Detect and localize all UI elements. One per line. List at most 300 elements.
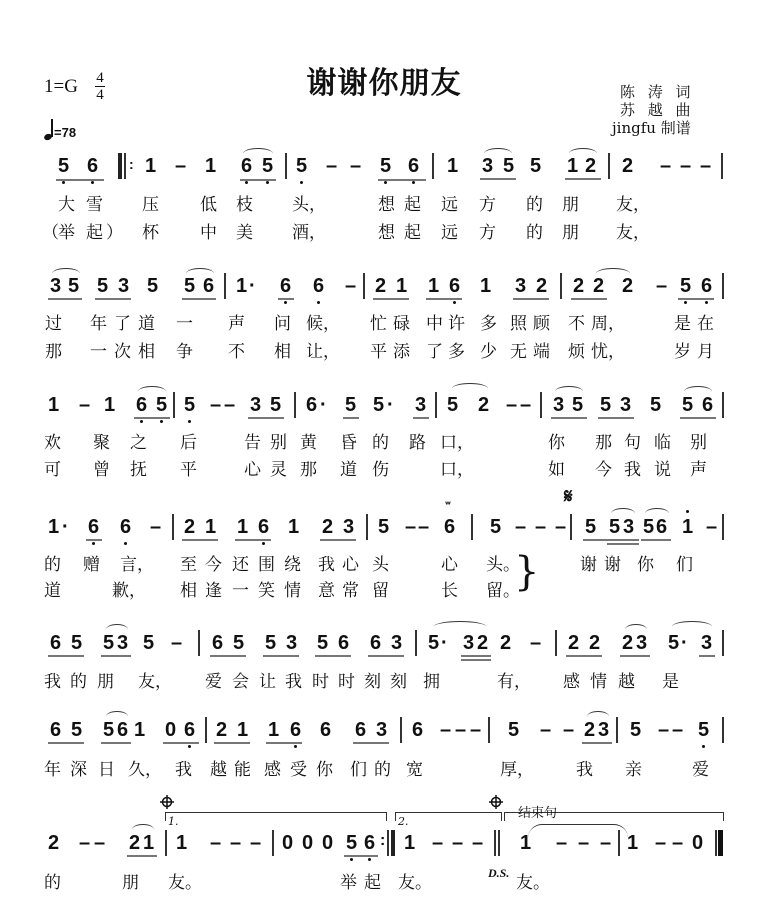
repeat-dots: : (129, 156, 134, 172)
lyric: 友， (616, 195, 650, 215)
lyric: 平 (180, 460, 197, 480)
lyric: 心 (342, 555, 359, 575)
lyric: 拥 (423, 672, 440, 692)
lyric: 酒， (292, 223, 326, 243)
lyric: 月 (697, 342, 714, 362)
barline (560, 273, 562, 299)
dash: – (432, 832, 444, 854)
note: 1 (520, 832, 532, 854)
underline (235, 539, 271, 541)
repeat-start-barline (118, 153, 126, 179)
lyric: 枝 (236, 195, 253, 215)
note: 5 (147, 275, 159, 297)
note: 6 (87, 155, 99, 177)
note: 5 (698, 719, 710, 741)
note: 3 (286, 632, 298, 654)
barline (471, 514, 473, 540)
lyric: 我 (318, 555, 335, 575)
note: 1 (48, 516, 60, 538)
barline (294, 392, 296, 418)
lyric: 今 (595, 460, 612, 480)
note: 5 (184, 275, 196, 297)
dash: – (506, 394, 518, 416)
underline (343, 417, 359, 419)
barline (285, 153, 287, 179)
coda-icon (489, 795, 503, 809)
note: 5 (609, 516, 621, 538)
rest: 0 (692, 832, 704, 854)
note: 1 (288, 516, 300, 538)
note: 2 (322, 516, 334, 538)
lyric: 友。 (516, 873, 550, 893)
lyric: 头。 (486, 555, 520, 575)
note: 5 (572, 394, 584, 416)
lyric: 少 (480, 342, 497, 362)
note: 2 (568, 632, 580, 654)
barline (608, 153, 610, 179)
lyric: 情 (284, 581, 301, 601)
barline (366, 514, 368, 540)
slur (625, 624, 647, 635)
note: 5 (296, 155, 308, 177)
barline (415, 630, 417, 656)
underline (353, 742, 389, 744)
underline (214, 742, 250, 744)
lyric: 顾 (533, 314, 550, 334)
note: 5 (585, 516, 597, 538)
note: 6 (355, 719, 367, 741)
note: 1 (480, 275, 492, 297)
lyric: 朋 (97, 672, 114, 692)
arranger-credit: jingfu 制谱 (612, 119, 691, 137)
tie (596, 268, 630, 279)
lyric: 的 (70, 672, 87, 692)
note: 1 (145, 155, 157, 177)
lyric: 我 (175, 760, 192, 780)
note: 3 (118, 275, 130, 297)
lyric: 亲 (625, 760, 642, 780)
lyric: 歉， (112, 581, 146, 601)
time-signature-top: 4 (96, 70, 104, 86)
rest: 0 (282, 832, 294, 854)
note: 1 (143, 832, 155, 854)
lyric: 句 (624, 433, 641, 453)
lyric: 中 (200, 223, 217, 243)
lyric: 感 (563, 672, 580, 692)
lyric: 口， (440, 460, 474, 480)
dash: – (540, 719, 552, 741)
dash: – (658, 719, 670, 741)
lyric: 今 (205, 555, 222, 575)
underline (551, 417, 587, 419)
dash: – (535, 516, 547, 538)
lyric: 抚 (130, 460, 147, 480)
underline (56, 179, 104, 181)
lyric: 举 (58, 223, 75, 243)
lyric: 厚， (500, 760, 534, 780)
underline (583, 539, 639, 541)
lyric: 留。 (486, 581, 520, 601)
note: 3 (250, 394, 262, 416)
dash: – (210, 394, 222, 416)
lyric: 声 (228, 314, 245, 334)
lyric: 能 (234, 760, 251, 780)
slur (684, 386, 712, 397)
dash: – (660, 155, 672, 177)
lyric: 了 (426, 342, 443, 362)
underline (344, 855, 378, 857)
slur (106, 624, 128, 635)
rest: 0 (302, 832, 314, 854)
underline (378, 179, 426, 181)
lyric: 起 (86, 223, 103, 243)
lyric: 后 (180, 433, 197, 453)
note: 6 (408, 155, 420, 177)
lyric: 是 (662, 672, 679, 692)
note: 6 (364, 832, 376, 854)
note: 2 (129, 832, 141, 854)
note: 5 (682, 394, 694, 416)
lyric: 头， (292, 195, 326, 215)
underline (373, 298, 409, 300)
note: 1 (682, 516, 694, 538)
lyric: 我 (285, 672, 302, 692)
note: 3 (598, 719, 610, 741)
note: 6 (449, 275, 461, 297)
barline (432, 153, 434, 179)
dash: – (455, 719, 467, 741)
repeat-dots: : (380, 832, 386, 849)
note: 2 (593, 275, 605, 297)
barline (400, 717, 402, 743)
barline (173, 392, 175, 418)
coda-icon (160, 795, 174, 809)
lyric: 之 (130, 433, 147, 453)
note: 2 (375, 275, 387, 297)
lyric: 是 (674, 314, 691, 334)
credits (612, 83, 695, 137)
barline (618, 830, 620, 856)
barline (721, 153, 723, 179)
note: 5 (103, 632, 115, 654)
lyric: 多 (480, 314, 497, 334)
underline (480, 178, 516, 180)
note: 2 (48, 832, 60, 854)
note: 5 (503, 155, 515, 177)
lyric: 绕 (284, 555, 301, 575)
note: 3 (636, 632, 648, 654)
note: 6 (241, 155, 253, 177)
lyric: 远 (441, 223, 458, 243)
note: 3 (391, 632, 403, 654)
dot: · (62, 516, 69, 538)
note: 5 (490, 516, 502, 538)
dash: – (672, 832, 684, 854)
lyric: 年 (90, 314, 107, 334)
lyric: 问 (274, 314, 291, 334)
dash: – (706, 516, 718, 538)
lyric: 岁 (674, 342, 691, 362)
dash: – (452, 832, 464, 854)
lyric: 的 (372, 433, 389, 453)
lyric: 告 (244, 433, 261, 453)
note: 2 (478, 394, 490, 416)
underline (582, 742, 612, 744)
note: 6 (50, 632, 62, 654)
note: 6 (184, 719, 196, 741)
lyric: 聚 (93, 433, 110, 453)
barline (722, 514, 724, 540)
note: 5 (156, 394, 168, 416)
underline (461, 655, 491, 657)
note: 2 (584, 719, 596, 741)
dash: – (224, 394, 236, 416)
underline (210, 655, 246, 657)
lyric: 友， (138, 672, 172, 692)
barline (540, 392, 542, 418)
lyric: 一 (90, 342, 107, 362)
lyric: 朋 (562, 223, 579, 243)
note: 3 (623, 516, 635, 538)
underline (134, 417, 170, 419)
underline-double (607, 543, 639, 545)
dot: · (441, 632, 448, 654)
lyric: 赠 (83, 555, 100, 575)
lyric: 那 (300, 460, 317, 480)
note: 6 (338, 632, 350, 654)
page-title: 谢谢你朋友 (306, 66, 462, 101)
lyric: 昏 (340, 433, 357, 453)
lyric: 谢 (580, 555, 597, 575)
underline (566, 655, 602, 657)
lyric: 想 (378, 195, 395, 215)
barline (205, 717, 207, 743)
underline (95, 298, 131, 300)
lyric: 的 (374, 760, 391, 780)
underline (678, 298, 714, 300)
lyric: 起 (404, 223, 421, 243)
repeat-end-barline (387, 830, 395, 856)
note: 3 (415, 394, 427, 416)
lyric: 说 (654, 460, 671, 480)
barline (435, 392, 437, 418)
dash: – (175, 155, 187, 177)
barline (172, 514, 174, 540)
lyric: 远 (441, 195, 458, 215)
lyric: 忧， (591, 342, 625, 362)
dot: · (249, 275, 256, 297)
slur (186, 268, 214, 279)
barline (722, 717, 724, 743)
lyric: 平 (370, 342, 387, 362)
note: 1 (205, 155, 217, 177)
lyric: 相 (138, 342, 155, 362)
slur (434, 621, 486, 632)
dash: – (600, 832, 612, 854)
note: 5 (680, 275, 692, 297)
lyric: 笑 (258, 581, 275, 601)
underline (278, 298, 294, 300)
dash: – (472, 832, 484, 854)
note: 3 (515, 275, 527, 297)
lyric: 感 (264, 760, 281, 780)
dash: – (210, 832, 222, 854)
lyric: 们 (676, 555, 693, 575)
lyric: 的 (44, 555, 61, 575)
lyric: 中 (426, 314, 443, 334)
lyric: 雪 (86, 195, 103, 215)
lyric: 的 (44, 873, 61, 893)
note: 5 (378, 516, 390, 538)
ending-label: 结束句 (518, 806, 558, 821)
lyric: 年 (44, 760, 61, 780)
note: 5 (428, 632, 440, 654)
note: 3 (343, 516, 355, 538)
underline (266, 742, 302, 744)
note: 3 (463, 632, 475, 654)
lyric: 美 (236, 223, 253, 243)
lyric: 别 (270, 433, 287, 453)
lyric: 了 (114, 314, 131, 334)
second-ending-number: 2. (398, 815, 409, 828)
note: 1 (236, 275, 248, 297)
underline (127, 855, 157, 857)
time-signature (95, 70, 105, 103)
lyric: 你 (637, 555, 654, 575)
underline (320, 539, 356, 541)
lyric: 心 (441, 555, 458, 575)
barline (722, 273, 724, 299)
note: 1 (447, 155, 459, 177)
lyric: ） (106, 223, 123, 243)
lyric: 一 (176, 314, 193, 334)
note: 5 (345, 394, 357, 416)
lyric: 碌 (393, 314, 410, 334)
lyric: 声 (690, 460, 707, 480)
slur (52, 268, 80, 279)
lyric: 次 (114, 342, 131, 362)
lyric: 日 (98, 760, 115, 780)
dash: – (250, 832, 262, 854)
lyric: 路 (409, 433, 426, 453)
lyric: 爱 (205, 672, 222, 692)
note: 5 (346, 832, 358, 854)
underline (48, 298, 82, 300)
underline (680, 417, 716, 419)
lyric: 过 (45, 314, 62, 334)
note: 2 (622, 632, 634, 654)
underline (48, 655, 84, 657)
lyric: 们 (350, 760, 367, 780)
tempo-value: =78 (54, 125, 77, 140)
underline (565, 178, 601, 180)
lyric: 低 (200, 195, 217, 215)
barline (555, 630, 557, 656)
lyric: 受 (290, 760, 307, 780)
note: 5 (68, 275, 80, 297)
note: 5 (58, 155, 70, 177)
lyric: 刻 (364, 672, 381, 692)
note: 6 (136, 394, 148, 416)
dash: – (563, 719, 575, 741)
lyric: 临 (654, 433, 671, 453)
note: 5 (233, 632, 245, 654)
lyric: 端 (533, 342, 550, 362)
lyric: 候， (306, 314, 340, 334)
note: 2 (216, 719, 228, 741)
note: 5 (668, 632, 680, 654)
underline (182, 298, 216, 300)
underline (240, 179, 276, 181)
note: 2 (622, 155, 634, 177)
note: 2 (573, 275, 585, 297)
lyric: 友。 (398, 873, 432, 893)
lyric: 围 (258, 555, 275, 575)
lyric: 宽 (406, 760, 423, 780)
lyric: 刻 (390, 672, 407, 692)
lyric: （ (42, 223, 59, 243)
lyric: 杯 (142, 223, 159, 243)
lyric: 情 (590, 672, 607, 692)
dash: – (350, 155, 362, 177)
lyric: 时 (312, 672, 329, 692)
slur (672, 621, 712, 632)
lyric: 在 (697, 314, 714, 334)
barline (224, 273, 226, 299)
underline (263, 655, 299, 657)
note: 6 (88, 516, 100, 538)
note: 1 (176, 832, 188, 854)
note: 6 (306, 394, 318, 416)
barline (488, 717, 490, 743)
note: 1 (268, 719, 280, 741)
note: 5 (600, 394, 612, 416)
dash: – (326, 155, 338, 177)
barline (363, 273, 365, 299)
note: 5 (71, 632, 83, 654)
lyric: 言， (120, 555, 154, 575)
lyric: 忙 (370, 314, 387, 334)
underline (699, 655, 715, 657)
note: 3 (701, 632, 713, 654)
dash: – (515, 516, 527, 538)
note: 1 (567, 155, 579, 177)
slur (106, 711, 128, 722)
underline (101, 742, 131, 744)
slur (611, 508, 635, 519)
dot: · (387, 394, 394, 416)
lyric: 至 (180, 555, 197, 575)
note: 6 (656, 516, 668, 538)
underline (571, 298, 607, 300)
lyric: 逢 (205, 581, 222, 601)
lyric: 不 (228, 342, 245, 362)
lyric: 道 (138, 314, 155, 334)
lyric: 让， (306, 342, 340, 362)
note: 2 (585, 155, 597, 177)
lyric: 常 (342, 581, 359, 601)
note: 5 (530, 155, 542, 177)
dash: – (418, 516, 430, 538)
note: 1 (396, 275, 408, 297)
lyric: 照 (510, 314, 527, 334)
barline (722, 392, 724, 418)
slur (132, 824, 154, 835)
note: 2 (589, 632, 601, 654)
verse-brace: } (514, 549, 540, 595)
note: 5 (380, 155, 392, 177)
barline (616, 717, 618, 743)
